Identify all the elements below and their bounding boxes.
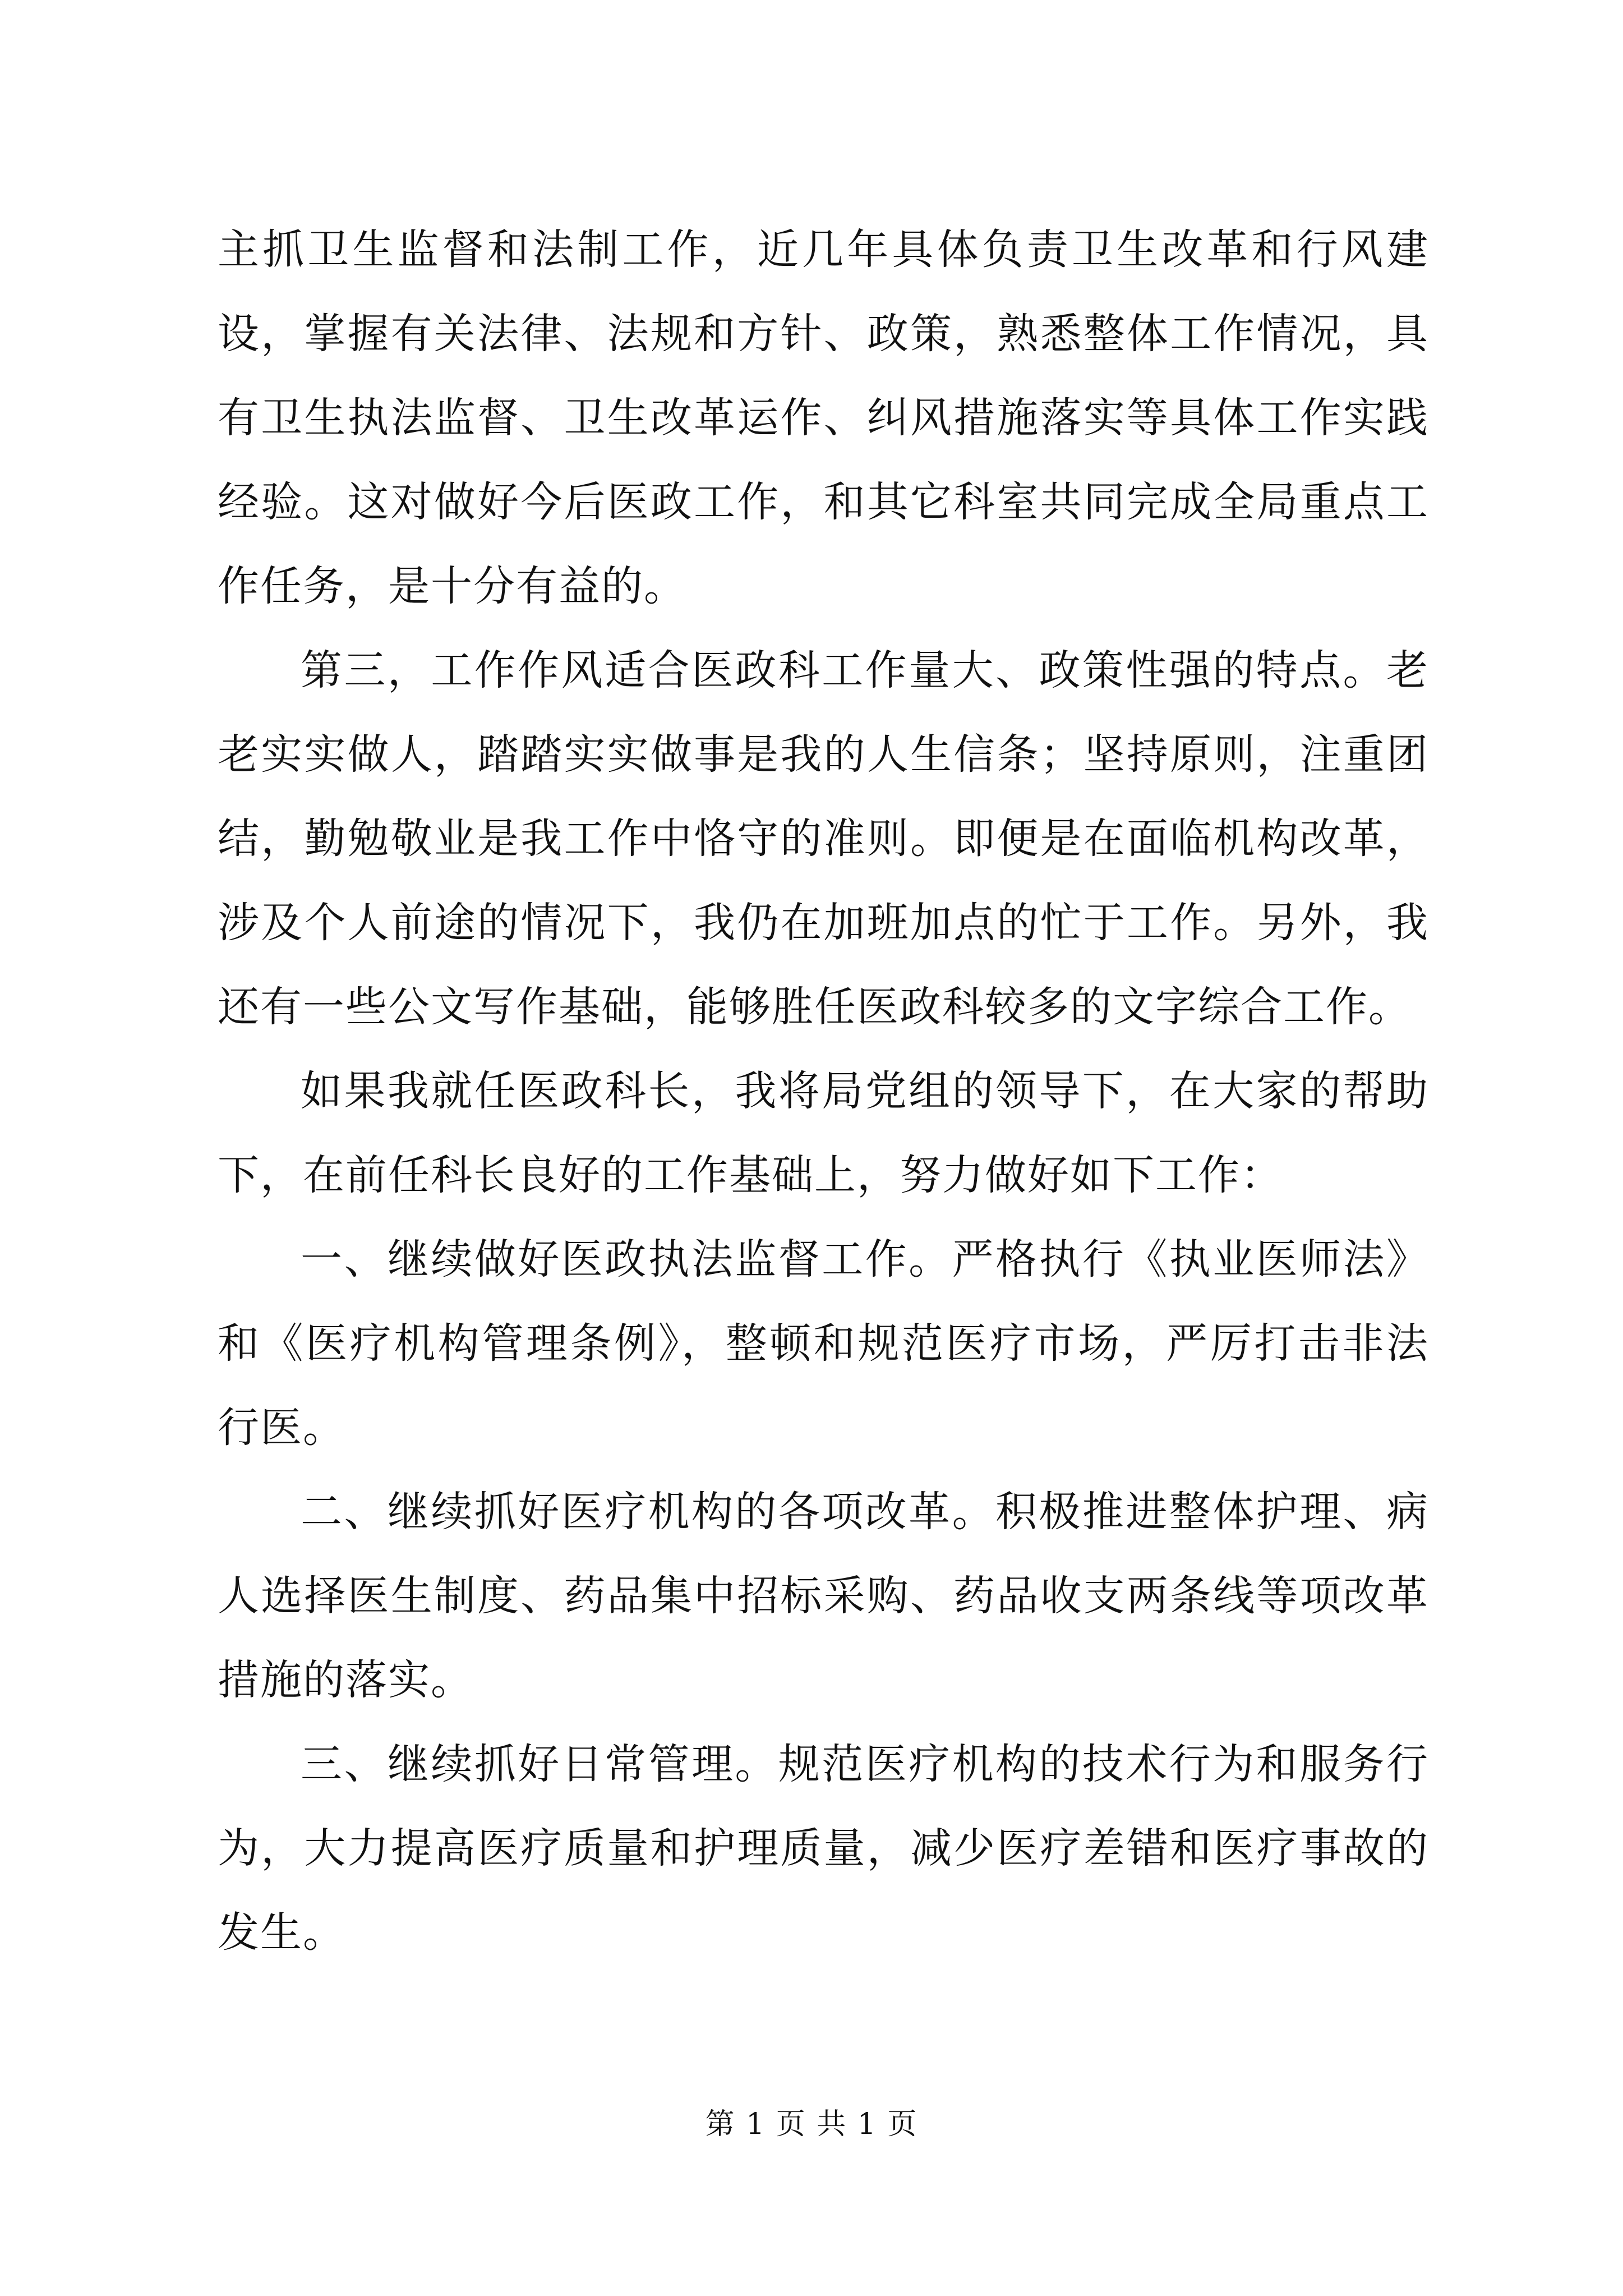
document-body xyxy=(218,208,1429,1975)
paragraph-1: 主抓卫生监督和法制工作，近几年具体负责卫生改革和行风建设，掌握有关法律、法规和方针、政策，熟悉整体工作情况，具有卫生执法监督、卫生改革运作、纠风措施落实等具体工作实践经验。这对做好今后医政工作，和其它科室共同完成全局重点工作任务，是十分有益的。 xyxy=(218,226,1429,610)
paragraph-4: 一、继续做好医政执法监督工作。严格执行《执业医师法》和《医疗机构管理条例》，整顿和规范医疗市场，严厉打击非法行医。 xyxy=(218,1235,1429,1452)
paragraph-2: 第三，工作作风适合医政科工作量大、政策性强的特点。老老实实做人，踏踏实实做事是我的人生信条；坚持原则，注重团结，勤勉敬业是我工作中恪守的准则。即便是在面临机构改革，涉及个人前途的情况下，我仍在加班加点的忙于工作。另外，我还有一些公文写作基础，能够胜任医政科较多的文字综合工作。 xyxy=(218,646,1429,1031)
page-footer: 第 1 页 共 1 页 xyxy=(705,2108,918,2141)
paragraph-6: 三、继续抓好日常管理。规范医疗机构的技术行为和服务行为，大力提高医疗质量和护理质量，减少医疗差错和医疗事故的发生。 xyxy=(218,1740,1429,1957)
paragraph-3: 如果我就任医政科长，我将局党组的领导下，在大家的帮助下，在前任科长良好的工作基础上，努力做好如下工作： xyxy=(218,1067,1429,1199)
paragraph-5: 二、继续抓好医疗机构的各项改革。积极推进整体护理、病人选择医生制度、药品集中招标采购、药品收支两条线等项改革措施的落实。 xyxy=(218,1488,1429,1704)
